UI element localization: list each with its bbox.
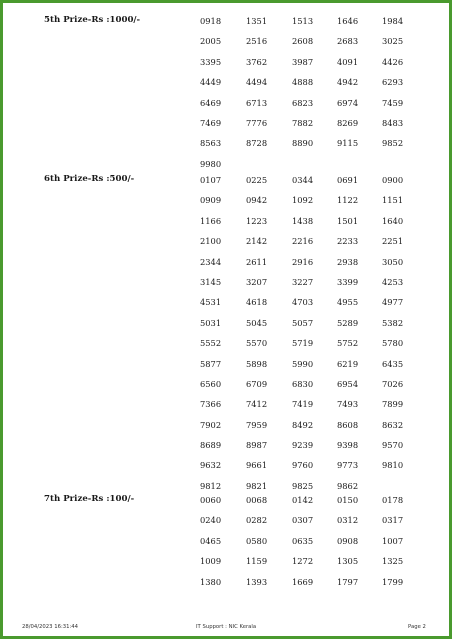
winning-number: 4977: [382, 297, 404, 308]
winning-number: 3145: [200, 276, 222, 287]
winning-number: 3762: [246, 56, 268, 67]
number-row: [0, 420, 452, 440]
it-support-text: IT Support : NIC Kerala: [196, 624, 257, 630]
winning-number: 2611: [246, 256, 268, 267]
winning-number: 0142: [292, 495, 314, 505]
winning-number: 0150: [337, 495, 359, 505]
winning-number: 4091: [337, 56, 359, 67]
winning-number: 5898: [246, 358, 268, 369]
number-row: [0, 16, 452, 36]
winning-number: 7026: [382, 378, 404, 389]
winning-number: 6823: [292, 97, 314, 108]
winning-number: 1646: [337, 16, 359, 26]
winning-number: 0908: [337, 535, 359, 546]
winning-number: 0240: [200, 515, 222, 526]
winning-number: 8483: [382, 117, 404, 128]
winning-number: 9661: [246, 460, 268, 471]
winning-number: 6560: [200, 378, 222, 389]
winning-number: 4449: [200, 77, 222, 88]
winning-number: 4955: [337, 297, 359, 308]
number-row: [0, 216, 452, 236]
winning-number: 9570: [382, 440, 404, 451]
winning-number: 4531: [200, 297, 222, 308]
winning-number: 2916: [292, 256, 314, 267]
number-row: [0, 236, 452, 256]
number-row: [0, 440, 452, 460]
number-row: [0, 36, 452, 56]
winning-number: 2142: [246, 236, 268, 247]
winning-number: 5382: [382, 317, 404, 328]
winning-number: 1305: [337, 556, 359, 567]
winning-number: 0282: [246, 515, 268, 526]
winning-number: 4253: [382, 276, 404, 287]
winning-number: 0942: [246, 195, 268, 206]
winning-number: 5877: [200, 358, 222, 369]
winning-number: 6974: [337, 97, 359, 108]
winning-number: 6713: [246, 97, 268, 108]
winning-number: 1223: [246, 215, 268, 226]
winning-number: 4942: [337, 77, 359, 88]
winning-number: 6830: [292, 378, 314, 389]
winning-number: 7412: [246, 399, 268, 410]
number-row: [0, 460, 452, 480]
winning-number: 5552: [200, 338, 222, 349]
winning-number: 2938: [337, 256, 359, 267]
winning-number: 1380: [200, 576, 222, 587]
number-row: [0, 338, 452, 358]
winning-number: 7882: [292, 117, 314, 128]
winning-number: 1393: [246, 576, 268, 587]
prize-section: [0, 175, 452, 501]
winning-number: 9821: [246, 480, 268, 491]
winning-number: 7419: [292, 399, 314, 410]
winning-number: 9852: [382, 138, 404, 149]
number-row: [0, 297, 452, 317]
number-row: [0, 399, 452, 419]
winning-number: 5045: [246, 317, 268, 328]
winning-number: 7902: [200, 419, 222, 430]
winning-number: 2516: [246, 36, 268, 47]
winning-number: 0909: [200, 195, 222, 206]
number-row: [0, 359, 452, 379]
winning-number: 9239: [292, 440, 314, 451]
winning-number: 1513: [292, 16, 314, 26]
winning-number: 7459: [382, 97, 404, 108]
winning-number: 7493: [337, 399, 359, 410]
winning-number: 4494: [246, 77, 268, 88]
number-row: [0, 138, 452, 158]
number-row: [0, 195, 452, 215]
winning-number: 9760: [292, 460, 314, 471]
winning-number: 8608: [337, 419, 359, 430]
page-number: Page 2: [408, 624, 426, 630]
number-row: [0, 577, 452, 597]
winning-number: 4618: [246, 297, 268, 308]
winning-number: 5780: [382, 338, 404, 349]
winning-number: 8987: [246, 440, 268, 451]
winning-number: 9115: [337, 138, 359, 149]
number-row: [0, 379, 452, 399]
winning-number: 9980: [200, 158, 222, 169]
winning-number: 0307: [292, 515, 314, 526]
winning-number: 6219: [337, 358, 359, 369]
winning-number: 9862: [337, 480, 359, 491]
winning-number: 8890: [292, 138, 314, 149]
number-row: [0, 98, 452, 118]
winning-number: 1669: [292, 576, 314, 587]
winning-number: 7366: [200, 399, 222, 410]
winning-number: 1640: [382, 215, 404, 226]
winning-number: 6709: [246, 378, 268, 389]
print-timestamp: 28/04/2023 16:31:44: [22, 624, 79, 630]
winning-number: 7959: [246, 419, 268, 430]
winning-number: 7469: [200, 117, 222, 128]
winning-number: 0465: [200, 535, 222, 546]
winning-number: 0635: [292, 535, 314, 546]
winning-number: 3227: [292, 276, 314, 287]
winning-number: 7899: [382, 399, 404, 410]
winning-number: 5752: [337, 338, 359, 349]
winning-number: 1159: [246, 556, 268, 567]
winning-number: 5990: [292, 358, 314, 369]
winning-number: 8492: [292, 419, 314, 430]
prize-section: [0, 16, 452, 179]
winning-number: 3050: [382, 256, 404, 267]
winning-number: 2608: [292, 36, 314, 47]
prize-section: [0, 495, 452, 597]
winning-number: 6435: [382, 358, 404, 369]
winning-number: 0900: [382, 175, 404, 185]
winning-number: 3399: [337, 276, 359, 287]
winning-number: 9632: [200, 460, 222, 471]
winning-number: 5719: [292, 338, 314, 349]
winning-number: 4426: [382, 56, 404, 67]
winning-number: 5031: [200, 317, 222, 328]
winning-number: 3207: [246, 276, 268, 287]
number-row: [0, 495, 452, 515]
number-row: [0, 515, 452, 535]
winning-number: 1799: [382, 576, 404, 587]
winning-number: 9812: [200, 480, 222, 491]
number-row: [0, 175, 452, 195]
winning-number: 4888: [292, 77, 314, 88]
winning-number: 1272: [292, 556, 314, 567]
winning-number: 8632: [382, 419, 404, 430]
winning-number: 1984: [382, 16, 404, 26]
winning-number: 0691: [337, 175, 359, 185]
winning-number: 6293: [382, 77, 404, 88]
winning-number: 0580: [246, 535, 268, 546]
winning-number: 0317: [382, 515, 404, 526]
winning-number: 6469: [200, 97, 222, 108]
prize-label: 7th Prize-Rs :100/-: [44, 494, 135, 504]
winning-number: 2100: [200, 236, 222, 247]
winning-number: 0344: [292, 175, 314, 185]
winning-number: 0107: [200, 175, 222, 185]
winning-number: 5570: [246, 338, 268, 349]
winning-number: 1009: [200, 556, 222, 567]
winning-number: 1438: [292, 215, 314, 226]
winning-number: 3025: [382, 36, 404, 47]
number-row: [0, 536, 452, 556]
winning-number: 2233: [337, 236, 359, 247]
winning-number: 1166: [200, 215, 222, 226]
winning-number: 3395: [200, 56, 222, 67]
winning-number: 3987: [292, 56, 314, 67]
number-row: [0, 277, 452, 297]
winning-number: 0312: [337, 515, 359, 526]
winning-number: 1092: [292, 195, 314, 206]
winning-number: 0225: [246, 175, 268, 185]
winning-number: 5057: [292, 317, 314, 328]
winning-number: 1325: [382, 556, 404, 567]
winning-number: 8689: [200, 440, 222, 451]
page-footer: [0, 624, 452, 634]
winning-number: 1351: [246, 16, 268, 26]
winning-number: 9810: [382, 460, 404, 471]
winning-number: 8728: [246, 138, 268, 149]
number-row: [0, 257, 452, 277]
winning-number: 8563: [200, 138, 222, 149]
winning-number: 8269: [337, 117, 359, 128]
number-row: [0, 77, 452, 97]
winning-number: 0178: [382, 495, 404, 505]
winning-number: 9825: [292, 480, 314, 491]
prize-label: 6th Prize-Rs :500/-: [44, 174, 135, 184]
winning-number: 6954: [337, 378, 359, 389]
winning-number: 2251: [382, 236, 404, 247]
prize-label: 5th Prize-Rs :1000/-: [44, 15, 141, 25]
number-row: [0, 118, 452, 138]
winning-number: 2683: [337, 36, 359, 47]
number-row: [0, 556, 452, 576]
number-row: [0, 318, 452, 338]
winning-number: 4703: [292, 297, 314, 308]
winning-number: 1151: [382, 195, 404, 206]
winning-number: 1501: [337, 215, 359, 226]
winning-number: 7776: [246, 117, 268, 128]
winning-number: 2216: [292, 236, 314, 247]
winning-number: 5289: [337, 317, 359, 328]
winning-number: 0060: [200, 495, 222, 505]
winning-number: 1007: [382, 535, 404, 546]
winning-number: 9773: [337, 460, 359, 471]
winning-number: 9398: [337, 440, 359, 451]
number-row: [0, 57, 452, 77]
winning-number: 1122: [337, 195, 359, 206]
winning-number: 0068: [246, 495, 268, 505]
winning-number: 2005: [200, 36, 222, 47]
winning-number: 1797: [337, 576, 359, 587]
winning-number: 2344: [200, 256, 222, 267]
winning-number: 0918: [200, 16, 222, 26]
